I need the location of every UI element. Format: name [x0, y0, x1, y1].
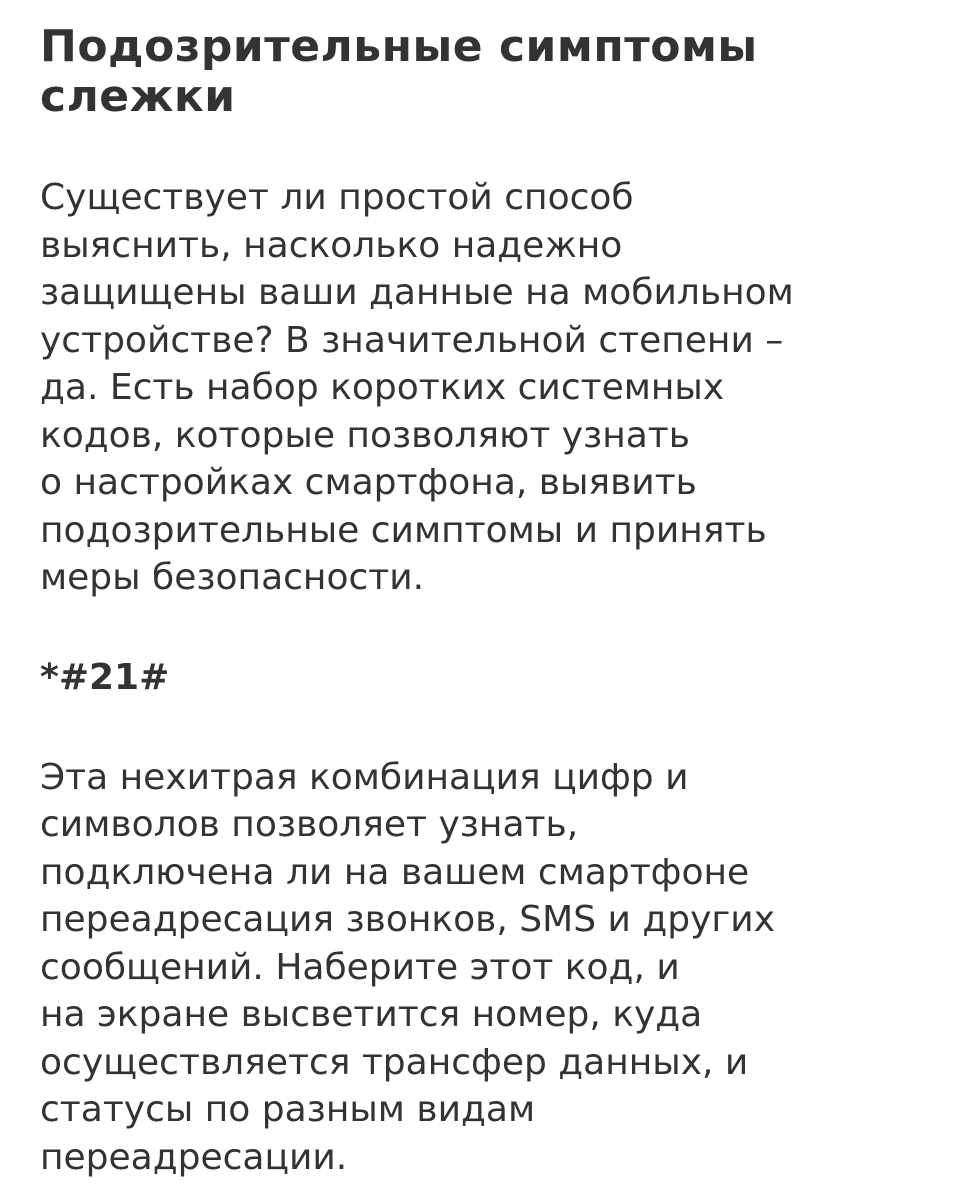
paragraph-line: переадресация звонков, SMS и других: [40, 899, 775, 940]
paragraph-line: выяснить, насколько надежно: [40, 224, 623, 266]
paragraph-line: статусы по разным видам: [40, 1089, 536, 1130]
code-heading: *#21#: [40, 656, 170, 698]
title-line: слежки: [40, 71, 236, 122]
intro-paragraph: [40, 174, 940, 602]
paragraph-line: осуществляется трансфер данных, и: [40, 1041, 749, 1083]
paragraph-line: сообщений. Наберите этот код, и: [40, 946, 680, 988]
paragraph-line: кодов, которые позволяют узнать: [40, 414, 690, 456]
paragraph-line: символов позволяет узнать,: [40, 804, 579, 845]
paragraph-line: подозрительные симптомы и принять: [40, 509, 767, 551]
paragraph-line: да. Есть набор коротких системных: [40, 367, 725, 408]
paragraph-line: устройстве? В значительной степени –: [40, 319, 784, 361]
paragraph-line: меры безопасности.: [40, 557, 425, 598]
paragraph-line: переадресации.: [40, 1136, 348, 1178]
paragraph-line: на экране высветится номер, куда: [40, 994, 703, 1035]
paragraph-line: защищены ваши данные на мобильном: [40, 272, 794, 313]
paragraph-line: Существует ли простой способ: [40, 177, 634, 218]
title-line: Подозрительные симптомы: [40, 21, 758, 72]
article: [40, 22, 940, 1181]
paragraph-line: подключена ли на вашем смартфоне: [40, 851, 750, 893]
paragraph-line: Эта нехитрая комбинация цифр и: [40, 756, 689, 798]
code-description-paragraph: [40, 754, 940, 1182]
article-title: [40, 22, 940, 122]
paragraph-line: о настройках смартфона, выявить: [40, 462, 697, 503]
